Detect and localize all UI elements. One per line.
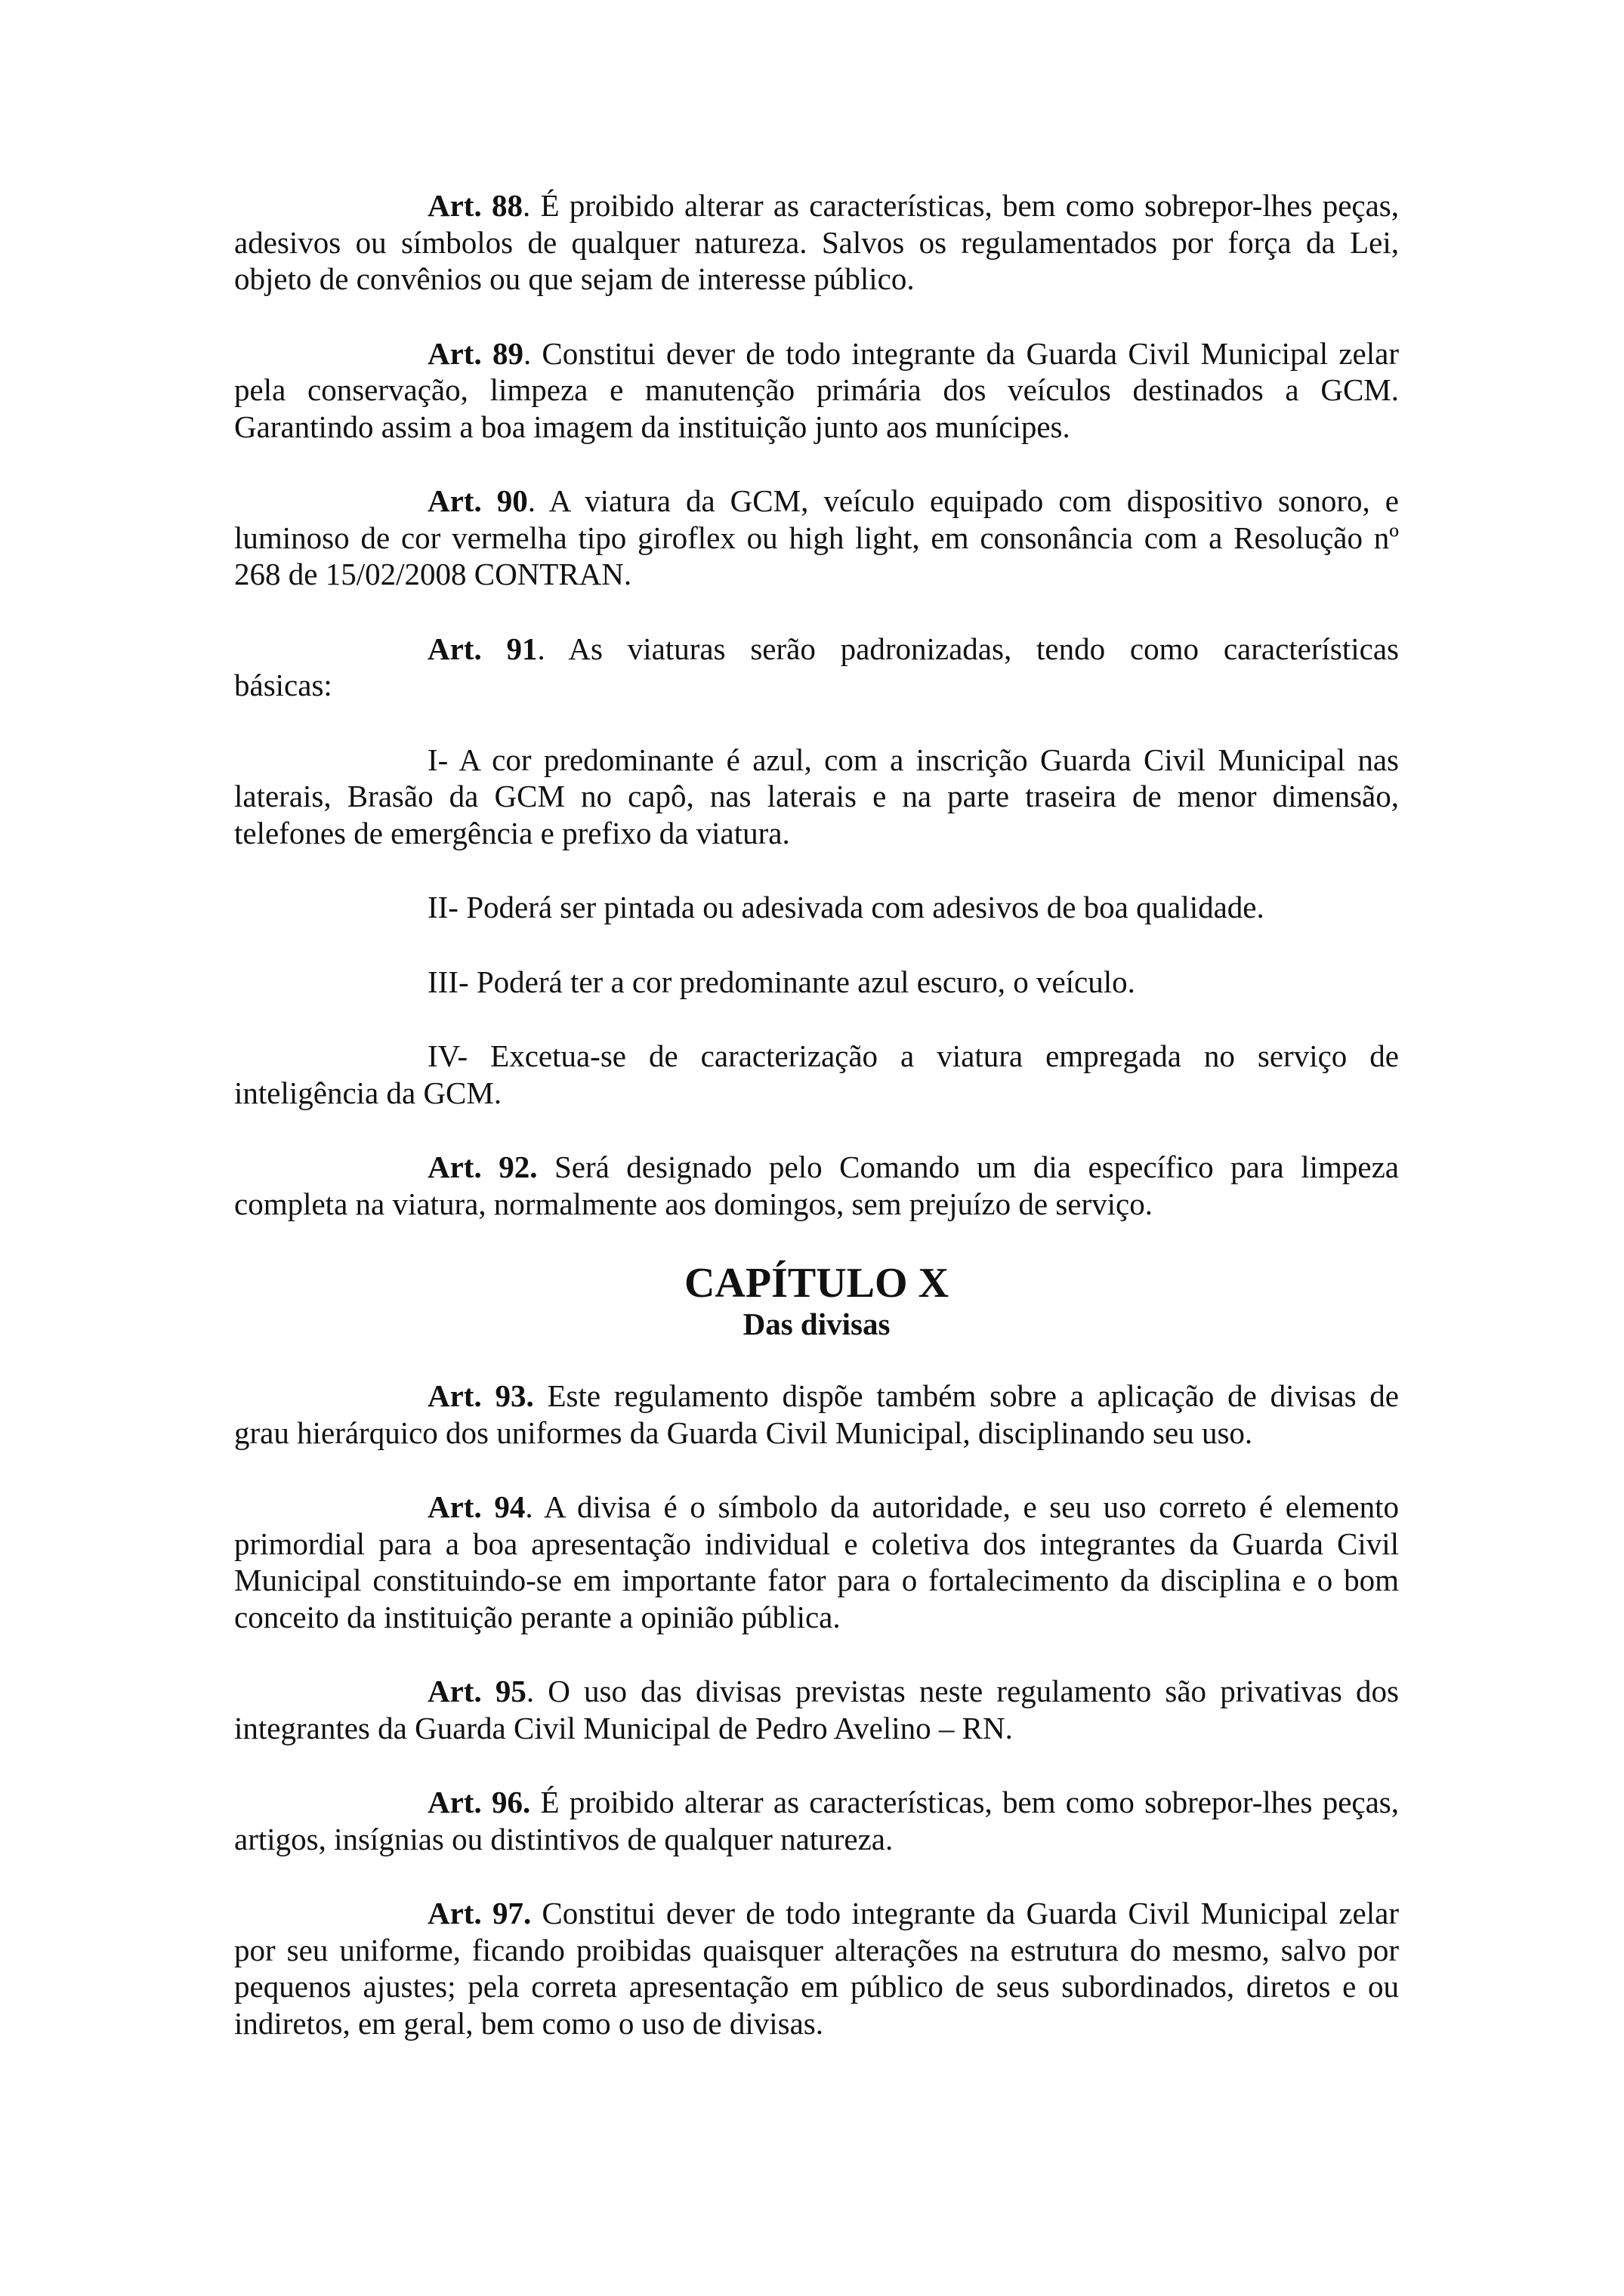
article-label: Art. 91 [428, 631, 538, 666]
article-label: Art. 90 [428, 483, 528, 518]
article-text: . O uso das divisas previstas neste regulamento são privativas dos integrantes da Guarda Civil Municipal de Pedro Avelino – RN. [234, 1674, 1399, 1745]
list-item: II- Poderá ser pintada ou adesivada com adesivos de boa qualidade. [428, 890, 1264, 924]
article-89 [234, 335, 1399, 446]
chapter-subtitle: Das divisas [743, 1307, 891, 1341]
article-text: . Constitui dever de todo integrante da Guarda Civil Municipal zelar pela conservação, limpeza e manutenção primária dos veículos destinados a GCM. Garantindo assim a boa imagem da instituição junto aos munícipes. [234, 335, 1399, 444]
chapter-title: CAPÍTULO X [684, 1260, 949, 1307]
article-90 [234, 483, 1399, 593]
article-label: Art. 95 [428, 1674, 526, 1708]
article-text: . As viaturas serão padronizadas, tendo como características [537, 631, 1399, 666]
article-text: Constitui dever de todo integrante da Guarda Civil Municipal zelar por seu uniforme, ficando proibidas quaisquer alterações na estrutura do mesmo, salvo por pequenos ajustes; pela correta apresentação em público de seus subordinados, diretos e ou indiretos, em geral, bem como o uso de divisas. [234, 1896, 1399, 2041]
list-item: I- A cor predominante é azul, com a inscrição Guarda Civil Municipal nas laterais, Brasão da GCM no capô, nas laterais e na parte traseira de menor dimensão, telefones de emergência e prefixo da viatura. [234, 742, 1399, 850]
article-97 [234, 1895, 1399, 2041]
article-label: Art. 89 [428, 335, 523, 371]
article-text: . A viatura da GCM, veículo equipado com dispositivo sonoro, e luminoso de cor vermelha tipo giroflex ou high light, em consonância com a Resolução nº 268 de 15/02/2008 CONTRAN. [234, 483, 1399, 591]
article-label: Art. 96. [428, 1785, 531, 1819]
article-88 [234, 187, 1399, 298]
article-text: Será designado pelo Comando um dia específico para limpeza completa na viatura, normalmente aos domingos, sem prejuízo de serviço. [234, 1150, 1399, 1221]
article-94 [234, 1489, 1399, 1635]
article-label: Art. 94 [428, 1489, 526, 1524]
list-item: III- Poderá ter a cor predominante azul escuro, o veículo. [428, 964, 1135, 999]
article-label: Art. 92. [428, 1150, 538, 1184]
article-91-first-line [428, 631, 1399, 668]
article-91 [234, 631, 1399, 704]
article-label: Art. 93. [428, 1378, 534, 1413]
article-text: Este regulamento dispõe também sobre a aplicação de divisas de grau hierárquico dos uniformes da Guarda Civil Municipal, disciplinando seu uso. [234, 1378, 1399, 1450]
article-95 [234, 1673, 1399, 1746]
list-item: IV- Excetua-se de caracterização a viatura empregada no serviço de inteligência da GCM. [234, 1038, 1399, 1110]
article-label: Art. 88 [428, 188, 523, 223]
article-text: É proibido alterar as características, bem como sobrepor-lhes peças, artigos, insígnias ou distintivos de qualquer natureza. [234, 1785, 1400, 1856]
article-91-second-line: básicas: [234, 668, 332, 702]
document-page [234, 187, 1399, 2041]
article-text: . É proibido alterar as características, bem como sobrepor-lhes peças, adesivos ou símbolos de qualquer natureza. Salvos os regulamentados por força da Lei, objeto de convênios ou que sejam de interesse público. [234, 188, 1400, 296]
article-96 [234, 1784, 1399, 1857]
article-text: . A divisa é o símbolo da autoridade, e seu uso correto é elemento primordial para a boa apresentação individual e coletiva dos integrantes da Guarda Civil Municipal constituindo-se em importante fator para o fortalecimento da disciplina e o bom conceito da instituição perante a opinião pública. [234, 1489, 1399, 1634]
article-92 [234, 1149, 1399, 1222]
article-93 [234, 1378, 1399, 1451]
article-label: Art. 97. [428, 1896, 532, 1930]
chapter-heading [234, 1260, 1399, 1341]
